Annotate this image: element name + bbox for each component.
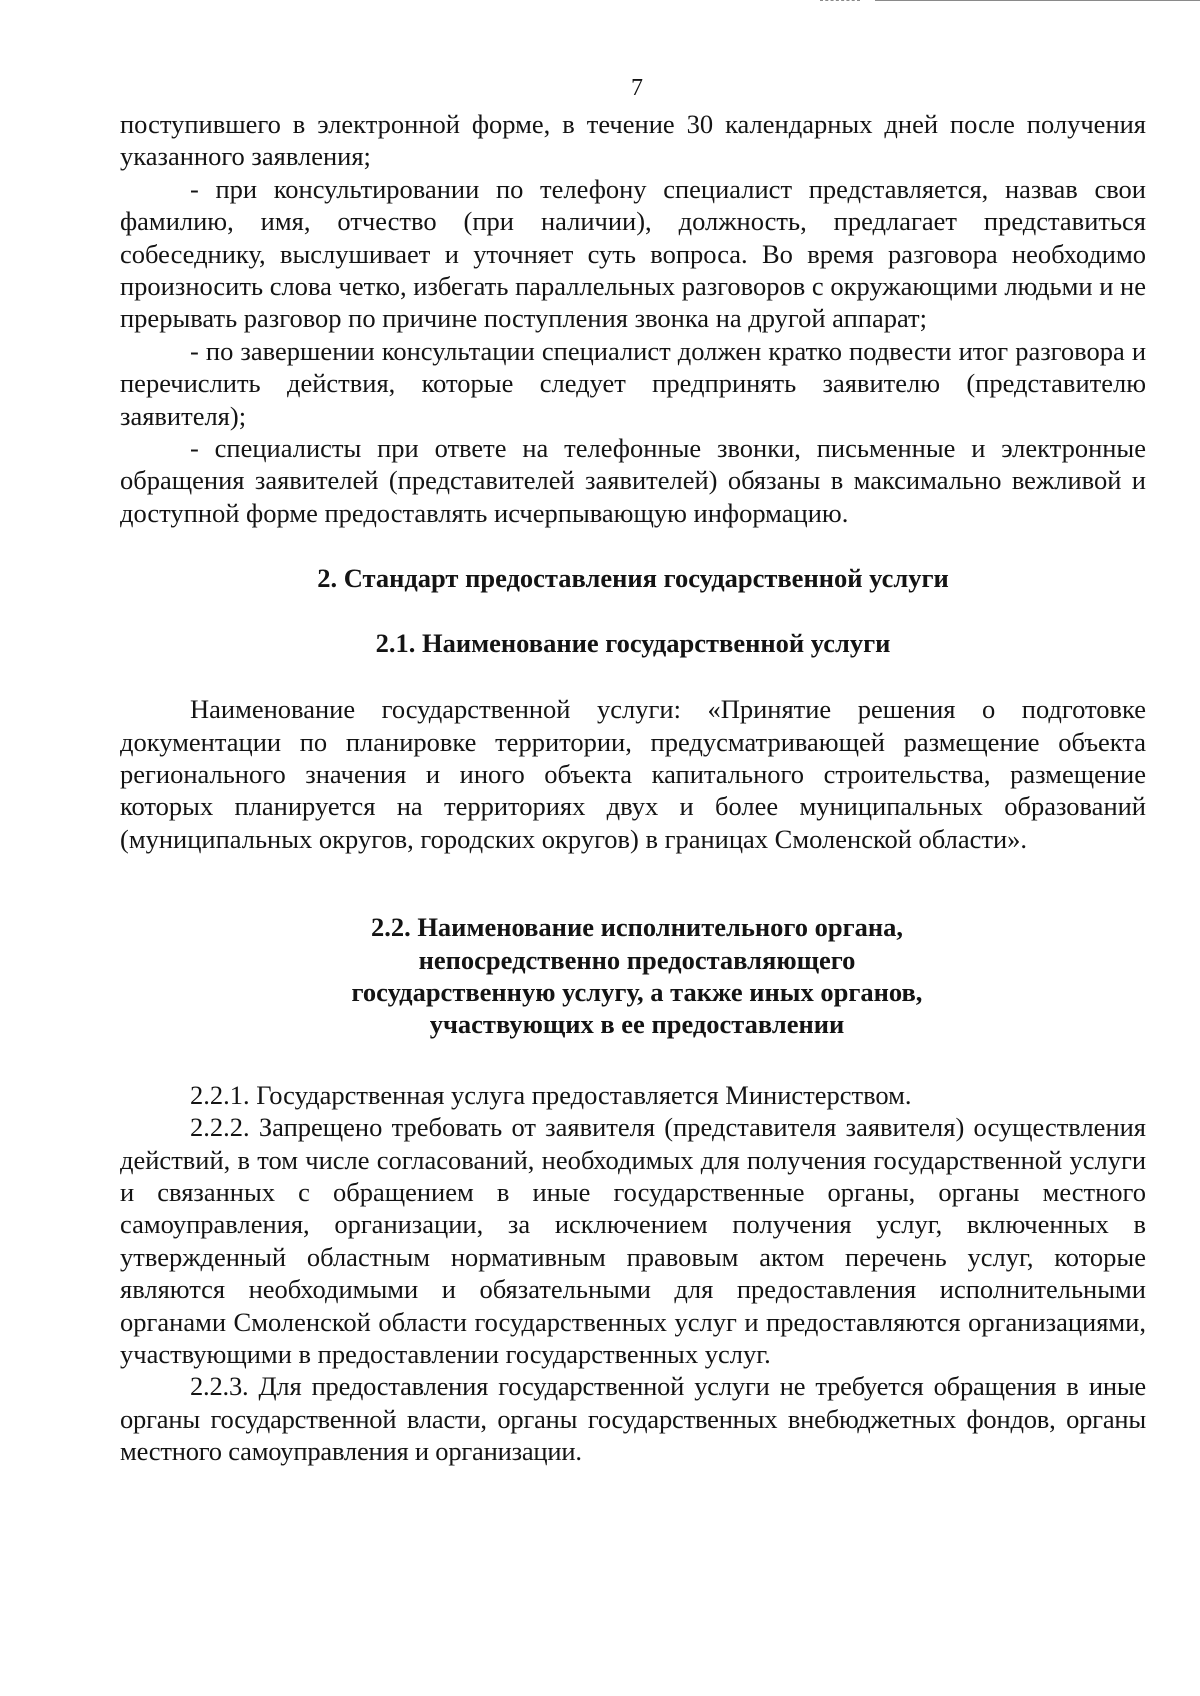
intro-continuation-paragraph: поступившего в электронной форме, в течение 30 календарных дней после получения указанного заявления; [120,109,1146,172]
scan-edge-line [875,0,1200,1]
section-2-1-paragraph: Наименование государственной услуги: «Принятие решения о подготовке документации по планировке территории, предусматривающей размещение объекта регионального значения и иного объекта капитального строительства, размещение которых планируется на территориях двух и более муниципальных образований (муниципальных округов, городских округов) в границах Смоленской области». [120,694,1146,854]
intro-item-phone-consultation: - при консультировании по телефону специалист представляется, назвав свои фамилию, имя, отчество (при наличии), должность, предлагает представиться собеседнику, выслушивает и уточняет суть вопроса. Во время разговора необходимо произносить слова четко, избегать параллельных разговоров с окружающими людьми и не прерывать разговор по причине поступления звонка на другой аппарат; [120,173,1146,334]
section-2-heading: 2. Стандарт предоставления государственной услуги [317,563,949,594]
section-2-1-heading: 2.1. Наименование государственной услуги [375,627,891,658]
document-page [120,68,1146,1468]
intro-item-consultation-summary: - по завершении консультации специалист должен кратко подвести итог разговора и перечислить действия, которые следует предпринять заявителю (представителю заявителя); [120,335,1146,431]
section-2-2-heading-line: участвующих в ее предоставлении [429,1009,845,1040]
paragraph-2-2-2: 2.2.2. Запрещено требовать от заявителя (представителя заявителя) осуществления действий, в том числе согласований, необходимых для получения государственной услуги и связанных с обращением в иные государственные органы, органы местного самоуправления, организации, за исключением получения услуг, включенных в утвержденный областным нормативным правовым актом перечень услуг, которые являются необходимыми и обязательными для предоставления исполнительными органами Смоленской области государственных услуг и предоставляются организациями, участвующими в предоставлении государственных услуг. [120,1112,1146,1369]
section-2-2-heading-line: непосредственно предоставляющего [418,944,856,975]
section-2-2-heading-line: государственную услугу, а также иных органов, [351,976,923,1007]
paragraph-2-2-1: 2.2.1. Государственная услуга предоставляется Министерством. [190,1079,912,1110]
paragraph-2-2-3: 2.2.3. Для предоставления государственной услуги не требуется обращения в иные органы государственной власти, органы государственных внебюджетных фондов, органы местного самоуправления и организации. [120,1371,1146,1467]
section-2-2-heading [120,911,1146,1041]
intro-item-specialist-duties: - специалисты при ответе на телефонные звонки, письменные и электронные обращения заявителей (представителей заявителей) обязаны в максимально вежливой и доступной форме предоставлять исчерпывающую информацию. [120,433,1146,528]
page-number: 7 [631,75,643,101]
section-2-2-heading-line: 2.2. Наименование исполнительного органа, [370,912,904,943]
scan-edge-mark [820,0,860,1]
